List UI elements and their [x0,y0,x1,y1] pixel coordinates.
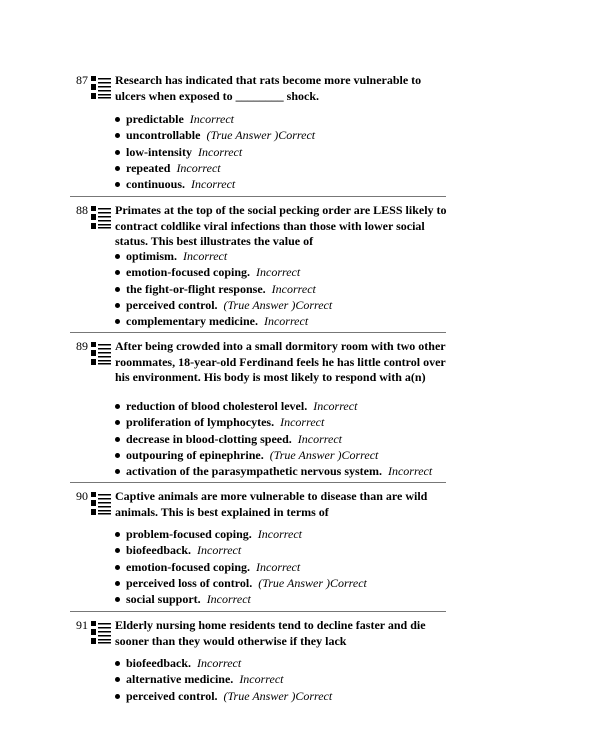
option-text: complementary medicine. [126,314,258,329]
question-stem: Primates at the top of the social pecking order are LESS likely to contract coldlike viral infections than those with lower social status. This best illustrates the value of [115,203,447,248]
bullet-icon [115,117,120,122]
option-item[interactable] [115,297,332,313]
option-item[interactable] [115,398,432,414]
option-list [115,111,315,192]
option-item[interactable] [115,542,367,558]
divider [70,332,446,333]
option-text: biofeedback. [126,543,192,558]
option-result: Incorrect [197,656,242,670]
option-item[interactable] [115,526,367,542]
bullet-icon [115,532,120,537]
option-text: emotion-focused coping. [126,559,250,574]
option-list [115,526,367,607]
question-stem: Captive animals are more vulnerable to disease than are wild animals. This is best explained in terms of [115,489,428,519]
option-text: perceived control. [126,297,218,312]
list-icon[interactable] [90,75,112,101]
option-result: Incorrect [239,672,284,687]
bullet-icon [115,182,120,187]
option-text: biofeedback. [126,656,192,670]
option-text: uncontrollable [126,128,201,143]
option-result: (True Answer )Correct [269,447,379,462]
bullet-icon [115,469,120,474]
option-item[interactable] [115,414,432,430]
option-result: Incorrect [257,527,302,541]
bullet-icon [115,597,120,602]
bullet-icon [115,548,120,553]
option-item[interactable] [115,655,332,671]
list-icon[interactable] [90,205,112,231]
bullet-icon [115,694,120,699]
question-stem: Research has indicated that rats become more vulnerable to ulcers when exposed to ________ shock. [115,73,422,103]
question-number: 89 [76,339,88,353]
option-text: the fight-or-flight response. [126,281,266,296]
option-item[interactable] [115,591,367,607]
option-item[interactable] [115,431,432,447]
bullet-icon [115,303,120,308]
bullet-icon [115,437,120,442]
option-text: proliferation of lymphocytes. [126,415,275,430]
option-text: alternative medicine. [126,672,234,687]
option-item[interactable] [115,671,332,687]
option-result: (True Answer )Correct [223,688,333,703]
option-item[interactable] [115,281,332,297]
question-number: 88 [76,203,88,217]
option-text: continuous. [126,177,186,192]
bullet-icon [115,166,120,171]
option-result: (True Answer )Correct [258,575,367,590]
option-result: Incorrect [256,559,301,574]
option-result: Incorrect [313,399,358,413]
list-icon[interactable] [90,620,112,646]
option-result: Incorrect [183,249,228,263]
option-list [115,398,432,479]
question-stem: After being crowded into a small dormitory room with two other roommates, 18-year-old Ferdinand feels he has little control over his environment. His body is most likely to respond with a(n) [115,339,446,384]
option-result: Incorrect [189,112,234,126]
option-text: repeated [126,160,171,175]
option-text: social support. [126,592,201,607]
option-result: (True Answer )Correct [223,297,333,312]
option-item[interactable] [115,248,332,264]
option-item[interactable] [115,575,367,591]
option-result: Incorrect [176,160,221,175]
option-text: reduction of blood cholesterol level. [126,399,308,413]
option-item[interactable] [115,127,315,143]
option-result: Incorrect [271,281,316,296]
option-text: low-intensity [126,144,192,159]
option-item[interactable] [115,447,432,463]
option-text: perceived control. [126,688,218,703]
option-text: outpouring of epinephrine. [126,447,264,462]
bullet-icon [115,287,120,292]
option-result: Incorrect [197,543,242,558]
bullet-icon [115,677,120,682]
question-number: 87 [76,73,88,87]
option-text: activation of the parasympathetic nervous system. [126,464,382,479]
bullet-icon [115,420,120,425]
divider [70,482,446,483]
option-text: decrease in blood-clotting speed. [126,431,292,446]
question-number: 91 [76,618,88,632]
bullet-icon [115,404,120,409]
divider [70,196,446,197]
option-list [115,655,332,704]
bullet-icon [115,581,120,586]
bullet-icon [115,565,120,570]
option-result: Incorrect [280,415,325,430]
option-item[interactable] [115,559,367,575]
question-stem: Elderly nursing home residents tend to decline faster and die sooner than they would otherwise if they lack [115,618,426,648]
option-item[interactable] [115,688,332,704]
option-item[interactable] [115,160,315,176]
option-item[interactable] [115,144,315,160]
list-icon[interactable] [90,341,112,367]
option-item[interactable] [115,176,315,192]
option-text: emotion-focused coping. [126,265,250,280]
question-number: 90 [76,489,88,503]
option-item[interactable] [115,111,315,127]
option-result: Incorrect [206,592,251,607]
list-icon[interactable] [90,491,112,517]
option-item[interactable] [115,264,332,280]
bullet-icon [115,661,120,666]
bullet-icon [115,270,120,275]
divider [70,611,446,612]
option-result: Incorrect [198,144,243,159]
option-result: Incorrect [256,265,301,280]
bullet-icon [115,254,120,259]
option-result: Incorrect [297,431,342,446]
option-item[interactable] [115,463,432,479]
option-text: problem-focused coping. [126,527,252,541]
bullet-icon [115,319,120,324]
bullet-icon [115,453,120,458]
option-result: Incorrect [263,314,309,329]
option-text: predictable [126,112,184,126]
option-text: perceived loss of control. [126,575,253,590]
option-text: optimism. [126,249,177,263]
bullet-icon [115,133,120,138]
option-result: (True Answer )Correct [206,128,316,143]
option-list [115,248,332,329]
option-result: Incorrect [191,177,236,192]
option-result: Incorrect [387,464,433,479]
option-item[interactable] [115,313,332,329]
bullet-icon [115,150,120,155]
